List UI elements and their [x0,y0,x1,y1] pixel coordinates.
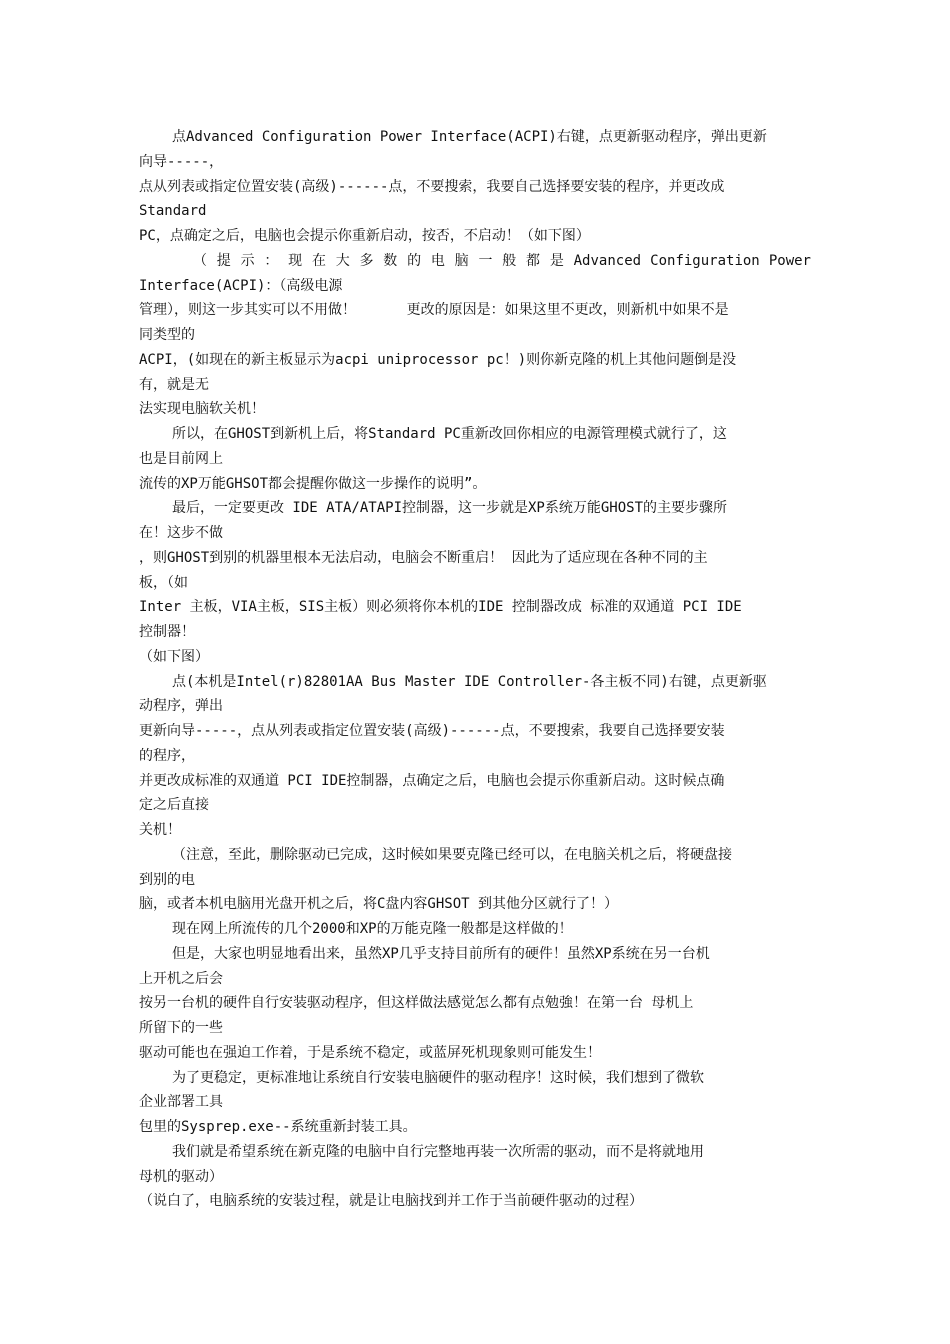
text-line: （ 提 示 ： 现 在 大 多 数 的 电 脑 一 般 都 是 Advanced Configuration Power [193,252,811,269]
text-line: （注意，至此，删除驱动已完成，这时候如果要克隆已经可以，在电脑关机之后，将硬盘接 [172,846,732,863]
text-line: 在！这步不做 [139,525,223,541]
text-line: 脑，或者本机电脑用光盘开机之后，将C盘内容GHSOT 到其他分区就行了！） [139,896,618,913]
text-line: 有，就是无 [139,376,209,393]
text-line: 更新向导-----，点从列表或指定位置安装(高级)------点，不要搜索，我要自己选择要安装 [139,723,725,739]
text-line: 并更改成标准的双通道 PCI IDE控制器，点确定之后，电脑也会提示你重新启动。这时候点确 [139,772,725,789]
text-line: 我们就是希望系统在新克隆的电脑中自行完整地再装一次所需的驱动，而不是将就地用 [172,1143,704,1160]
text-line: 关机！ [139,822,181,838]
text-line: 点(本机是Intel(r)82801AA Bus Master IDE Controller-各主板不同)右键，点更新驱 [172,673,767,690]
text-line: Standard [139,203,207,220]
text-line: 所留下的一些 [139,1020,223,1036]
text-line: ，则GHOST到别的机器里根本无法启动，电脑会不断重启！ 因此为了适应现在各种不同的主 [139,549,708,566]
text-line: 管理），则这一步其实可以不用做！ 更改的原因是：如果这里不更改，则新机中如果不是 [139,302,729,319]
text-line: 包里的Sysprep.exe--系统重新封装工具。 [139,1119,417,1135]
text-line: Interface(ACPI)：（高级电源 [139,277,343,294]
text-line: PC，点确定之后，电脑也会提示你重新启动，按否，不启动！（如下图） [139,228,590,244]
text-line: 点Advanced Configuration Power Interface(ACPI)右键，点更新驱动程序，弹出更新 [172,129,767,145]
text-line: 控制器！ [139,624,195,640]
text-line: 为了更稳定，更标准地让系统自行安装电脑硬件的驱动程序！这时候，我们想到了微软 [172,1069,704,1086]
document-body [139,125,811,1214]
text-line: 的程序， [139,747,195,764]
text-line: 定之后直接 [139,797,209,814]
text-line: 流传的XP万能GHSOT都会提醒你做这一步操作的说明”。 [139,475,487,492]
text-line: 法实现电脑软关机！ [139,401,265,418]
text-line: 母机的驱动） [139,1168,223,1185]
text-line: 板，（如 [139,574,188,591]
text-line: 但是，大家也明显地看出来，虽然XP几乎支持目前所有的硬件！虽然XP系统在另一台机 [172,945,710,962]
text-line: 同类型的 [139,327,195,343]
text-line: 点从列表或指定位置安装(高级)------点，不要搜索，我要自己选择要安装的程序，并更改成 [139,178,725,195]
text-line: 现在网上所流传的几个2000和XP的万能克隆一般都是这样做的！ [172,921,573,937]
text-line: （如下图） [139,648,209,665]
text-line: 也是目前网上 [139,450,223,467]
text-line: Inter 主板，VIA主板，SIS主板）则必须将你本机的IDE 控制器改成 标准的双通道 PCI IDE [139,599,742,616]
text-line: 按另一台机的硬件自行安装驱动程序，但这样做法感觉怎么都有点勉強！在第一台 母机上 [139,995,694,1012]
text-line: 所以，在GHOST到新机上后，将Standard PC重新改回你相应的电源管理模式就行了，这 [172,426,727,442]
text-line: ACPI，(如现在的新主板显示为acpi uniprocessor pc！)则你新克隆的机上其他问题倒是没 [139,351,737,368]
text-line: 到别的电 [139,871,195,888]
text-line: 驱动可能也在强迫工作着，于是系统不稳定，或蓝屏死机现象则可能发生！ [139,1044,601,1061]
text-line: 上开机之后会 [139,970,223,987]
text-line: 向导-----， [139,153,224,170]
text-line: （说白了，电脑系统的安装过程，就是让电脑找到并工作于当前硬件驱动的过程） [139,1193,643,1210]
text-line: 动程序，弹出 [139,698,223,715]
text-line: 最后，一定要更改 IDE ATA/ATAPI控制器，这一步就是XP系统万能GHOST的主要步骤所 [172,500,728,517]
text-line: 企业部署工具 [139,1094,223,1111]
